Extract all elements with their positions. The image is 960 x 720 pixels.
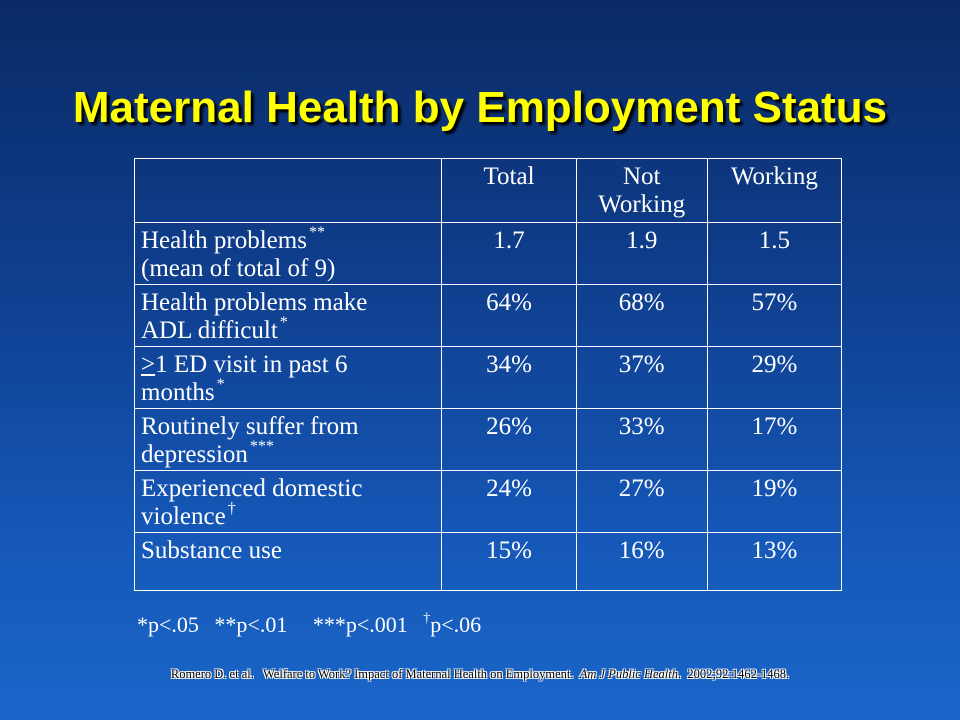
cell-not-working: 37% xyxy=(576,347,707,409)
footnote-p01: **p<.01 xyxy=(214,612,288,637)
cell-working: 19% xyxy=(707,471,841,533)
cell-not-working: 1.9 xyxy=(576,223,707,285)
significance-mark: * xyxy=(216,376,225,393)
table-row xyxy=(135,347,842,409)
header-not-working-line1: Not xyxy=(622,163,661,190)
citation-journal: Am J Public Health xyxy=(579,667,678,681)
cell-working: 13% xyxy=(707,533,841,591)
citation-title: Welfare to Work? Impact of Maternal Health on Employment. xyxy=(263,667,574,681)
cell-total: 24% xyxy=(442,471,576,533)
significance-footnote xyxy=(137,612,481,638)
footnote-p06: p<.06 xyxy=(430,612,482,637)
header-not-working-line2: Working xyxy=(598,191,686,218)
cell-working: 29% xyxy=(707,347,841,409)
greater-equal-symbol: > xyxy=(141,351,156,378)
significance-mark: ** xyxy=(308,224,325,241)
row-label-ed-visit: >1 ED visit in past 6 months * xyxy=(135,347,442,409)
cell-total: 15% xyxy=(442,533,576,591)
row-label-adl-difficult: Health problems make ADL difficult * xyxy=(135,285,442,347)
header-label-cell xyxy=(135,159,442,223)
table-row xyxy=(135,471,842,533)
significance-mark: † xyxy=(227,500,236,517)
header-total: Total xyxy=(442,159,576,223)
citation-authors: Romero D. et al. xyxy=(170,667,254,681)
cell-not-working: 68% xyxy=(576,285,707,347)
row-label-substance-use: Substance use xyxy=(135,533,442,591)
header-not-working xyxy=(576,159,707,223)
citation-details: 2002;92:1462-1468. xyxy=(687,667,790,681)
row-label-health-problems: Health problems ** (mean of total of 9) xyxy=(135,223,442,285)
table-row xyxy=(135,223,842,285)
cell-not-working: 27% xyxy=(576,471,707,533)
significance-mark: *** xyxy=(249,438,274,455)
footnote-dagger: † xyxy=(423,611,431,626)
table-row xyxy=(135,533,842,591)
citation-dot: . xyxy=(678,667,682,681)
table-row xyxy=(135,409,842,471)
header-working: Working xyxy=(707,159,841,223)
slide-title: Maternal Health by Employment Status xyxy=(72,83,888,132)
row-label-depression: Routinely suffer from depression *** xyxy=(135,409,442,471)
table-header-row xyxy=(135,159,842,223)
cell-total: 26% xyxy=(442,409,576,471)
cell-total: 1.7 xyxy=(442,223,576,285)
footnote-p05: *p<.05 xyxy=(137,612,199,637)
cell-total: 34% xyxy=(442,347,576,409)
row-label-domestic-violence: Experienced domestic violence † xyxy=(135,471,442,533)
cell-not-working: 33% xyxy=(576,409,707,471)
employment-table xyxy=(134,158,842,591)
cell-working: 57% xyxy=(707,285,841,347)
cell-working: 17% xyxy=(707,409,841,471)
citation xyxy=(0,667,960,682)
table-row xyxy=(135,285,842,347)
footnote-p001: ***p<.001 xyxy=(312,612,408,637)
cell-total: 64% xyxy=(442,285,576,347)
employment-table-container xyxy=(134,158,842,590)
cell-working: 1.5 xyxy=(707,223,841,285)
cell-not-working: 16% xyxy=(576,533,707,591)
significance-mark: * xyxy=(279,314,288,331)
